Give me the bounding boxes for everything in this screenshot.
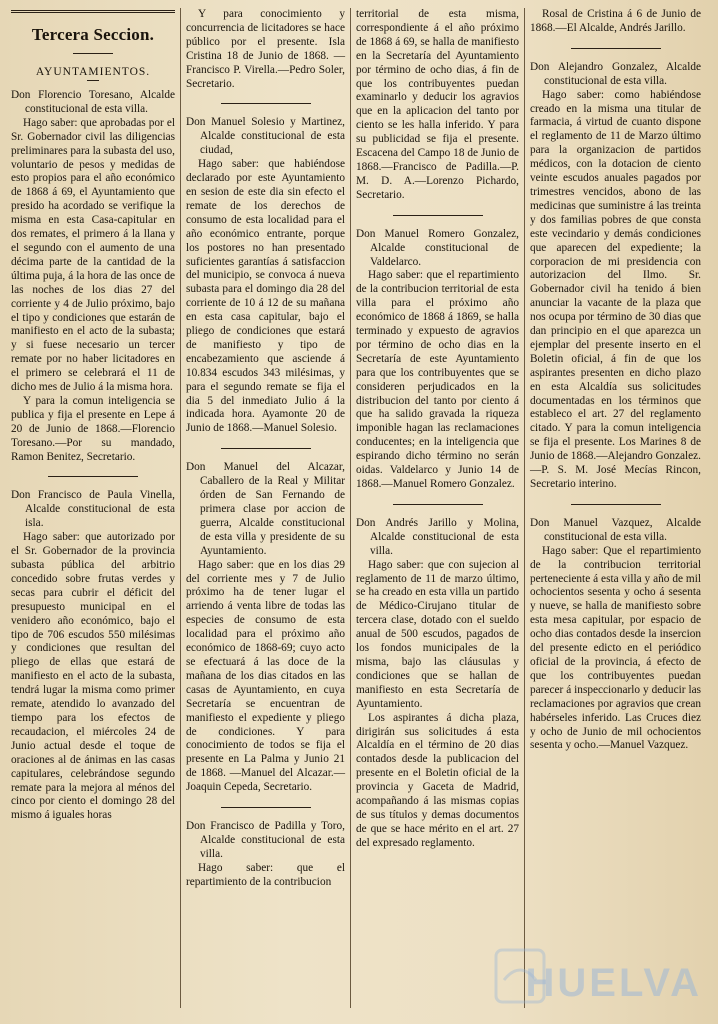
entry-body: Hago saber: que el repartimiento de la contribucion: [186, 861, 345, 888]
entry-heading: Don Manuel del Alcazar, Caballero de la Real y Militar órden de San Fernando de primera clase por accion de guerra, Alcalde constitucional de esta villa y presidente de su Ayuntamiento.: [186, 461, 345, 557]
section-top-rule: [11, 10, 175, 13]
entry-heading: Don Andrés Jarillo y Molina, Alcalde constitucional de esta villa.: [356, 516, 519, 557]
entry-heading: Don Francisco de Paula Vinella, Alcalde constitucional de esta isla.: [11, 489, 175, 530]
entry-close: territorial de esta misma, correspondiente á el año próximo de 1868 á 69, se halla de manifiesto en la Secretaría del Ayuntamiento por término de ocho dias, á fin de que los contribuyentes puedan examinarlo y deducir los agravios que en la aplicacion del tanto por ciento se les halla inferido. Y para su publicidad se fija el presente. Escacena del Campo 18 de Junio de 1868.—Francisco de Padilla.—P. M. D. A.—Lorenzo Pichardo, Secretario.: [356, 8, 519, 201]
entry-separator: [571, 504, 661, 505]
entry-separator: [48, 476, 138, 477]
entry-body: Hago saber: Que el repartimiento de la contribucion territorial perteneciente á esta villa y año de mil ochocientos sesenta y ocho á sesenta y nueve, se halla de manifiesto sobre esta mesa capitular, por espacio de ocho dias contados desde la insercion del presente edicto en el periódico oficial de la provincia, á efecto de que los contribuyentes puedan parecer á inspeccionarlo y deducir las reclamaciones por agravios que crean habérseles inferido. Las Cruces diez y ocho de Junio de mil ochocientos sesenta y ocho.—Manuel Vazquez.: [530, 544, 701, 752]
column-4: [524, 8, 706, 1008]
entry-close: Rosal de Cristina á 6 de Junio de 1868.—El Alcalde, Andrés Jarillo.: [530, 8, 701, 34]
entry-separator: [393, 215, 483, 216]
entry-body: Hago saber: que autorizado por el Sr. Gobernador de la provincia subasta pública del arbitrio concedido sobre frutas verdes y secas para cubrir el déficit del presupuesto municipal en el venidero año económico, bajo el tipo de 706 escudos 550 milésimas y condiciones que resultan del pliego de ellas que estará de manifiesto en el acto de la subasta, tendrá lugar la misma como primer remate, atendido lo avanzado del tiempo para los efectos de recaudacion, el miércoles 24 de Junio actual desde el toque de oraciones al de ánimas en las casas capitulares, celebrándose segundo remate para la mejora al ménos del cinco por ciento el domingo 28 del mismo á iguales horas: [11, 531, 175, 822]
entry-heading: Don Florencio Toresano, Alcalde constitucional de esta villa.: [11, 89, 175, 115]
entry-heading: Don Manuel Vazquez, Alcalde constitucional de esta villa.: [530, 516, 701, 543]
column-3: [350, 8, 524, 1008]
column-2: [180, 8, 350, 1008]
entry-separator: [571, 48, 661, 49]
column-1: [6, 8, 180, 1008]
title-rule: [73, 53, 113, 54]
entry-heading: Don Manuel Solesio y Martinez, Alcalde constitucional de esta ciudad,: [186, 116, 345, 157]
ayuntamientos-heading: AYUNTAMIENTOS.: [35, 66, 151, 78]
entry-body: Hago saber: que habiéndose declarado por este Ayuntamiento en sesion de este dia sin efecto el remate de los derechos de consumo de esta localidad para el año económico entrante, porque los postores no han presentado suficientes garantías á satisfaccion del municipio, se convoca á nueva subasta para el domingo dia 28 del corriente de 10 á 12 de su mañana en esta casa capitular, bajo el pliego de condiciones que estará de manifiesto y tipo de encabezamiento que asciende á 10.834 escudos 343 milésimas, y para el segundo remate se fija el dia 5 del inmediato Julio á la indicada hora. Ayamonte 20 de Junio de 1868.—Manuel Solesio.: [186, 158, 345, 435]
entry-separator: [221, 448, 311, 449]
entry-body: Hago saber: como habiéndose creado en la misma una titular de farmacia, á virtud de cuanto dispone el reglamento de 11 de Marzo último para la organizacion de partidos médicos, con la dotacion de ciento veinte escudos anuales pagados por trimestres vencidos, abono de las medicinas que suministre á las treinta y dos familias pobres de que consta este vecindario y demás condiciones que aparecen del expediente; la corporacion de mi presidencia con autorizacion del Ilmo. Sr. Gobernador civil ha tenido á bien anunciar la vacante de la plaza que nos ocupa por término de 30 dias que dan principio en el que aparezca un ejemplar del presente inserto en el Boletin oficial, á fin de que los aspirantes presenten en dicho plazo en esta Alcaldía sus solicitudes documentadas en los términos que estableco el art. 27 del reglamento citado. Y para la comun inteligencia se fija el presente. Los Marines 8 de Junio de 1868.—Alejandro Gonzalez.—P. S. M. José Mecías Rincon, Secretario interino.: [530, 88, 701, 490]
entry-close: Y para conocimiento y concurrencia de licitadores se hace público por el presente. Isla Cristina 18 de Junio de 1868. —Francisco P. Virella.—Pedro Soler, Secretario.: [186, 8, 345, 90]
watermark-text: HUELVA: [525, 961, 702, 1005]
entry-separator: [393, 504, 483, 505]
entry-heading: Don Manuel Romero Gonzalez, Alcalde constitucional de Valdelarco.: [356, 227, 519, 268]
entry-separator: [221, 103, 311, 104]
entry-close: Los aspirantes á dicha plaza, dirigirán sus solicitudes á esta Alcaldía en el término de 20 dias contados desde la publicacion del presente en el Boletin oficial de la provincia y Gaceta de Madrid, acompañando á las mismas copias de sus títulos y demas documentos de que se hace mérito en el art. 27 del expresado reglamento.: [356, 711, 519, 849]
entry-heading: Don Francisco de Padilla y Toro, Alcalde constitucional de esta villa.: [186, 820, 345, 860]
heading-rule: [87, 80, 99, 81]
entry-body: Hago saber: que en los dias 29 del corriente mes y 7 de Julio próximo ha de tener lugar el arriendo á venta libre de todas las especies de consumo de esta localidad para el próximo año económico de 1868-69; cuyo acto se efectuará á las doce de la mañana de los dias citados en las casas de Ayuntamiento, en cuya Secretaría se encuentran de manifiesto el expediente y pliego de condiciones. Y para conocimiento de todos se fija el presente en La Palma y Junio 21 de 1868. —Manuel del Alcazar.—Joaquin Cepeda, Secretario.: [186, 558, 345, 794]
entry-heading: Don Alejandro Gonzalez, Alcalde constitucional de esta villa.: [530, 60, 701, 87]
entry-body: Hago saber: que el repartimiento de la contribucion territorial de esta villa para el próximo año económico de 1868 á 1869, se halla terminado y expuesto de agravios por término de ocho dias en la Secretaría de este Ayuntamiento para que los contribuyentes que se consideren perjudicados en la distribucion del tanto por ciento á que ha salido gravada la riqueza imponible hagan las reclamaciones conducentes; en la inteligencia que espirando dicho término no serán oidas. Valdelarco y Junio 14 de 1868.—Manuel Romero Gonzalez.: [356, 269, 519, 490]
entry-body: Hago saber: que aprobadas por el Sr. Gobernador civil las diligencias preliminares para la subasta del uso, voluntario de pesos y medidas de esto propios para el año económico de 1868 á 69, el Ayuntamiento que presido ha acordado se verifique la misma en esta Casa-capitular en dos remates, el primero á la llana y el segundo con el aumento de una décima parte de la cantidad de la última puja, á la hora de las once de las noches de los dias 27 del corriente y 4 de Julio próximo, bajo el tipo y condiciones que estarán de manifiesto en el acto de la subasta; y si fuese necesario un tercer remate por no haber licitadores en el primero se celebrará el 11 de dicho mes de Julio á la misma hora.: [11, 116, 175, 394]
entry-separator: [221, 807, 311, 808]
section-title: Tercera Seccion.: [31, 25, 155, 44]
entry-close: Y para la comun inteligencia se publica y fija el presente en Lepe á 20 de Junio de 1868.—Florencio Toresano.—Por su mandado, Ramon Benitez, Secretario.: [11, 394, 175, 463]
columns-container: [6, 8, 712, 1008]
entry-body: Hago saber: que con sujecion al reglamento de 11 de marzo último, se ha creado en esta villa un partido de Médico-Cirujano titular de tercera clase, dotado con el sueldo anual de 500 escudos, pagados de los fondos municipales de la misma, bajo las cláusulas y condiciones que se hallan de manifiesto en esta Secretaría de Ayuntamiento.: [356, 558, 519, 710]
